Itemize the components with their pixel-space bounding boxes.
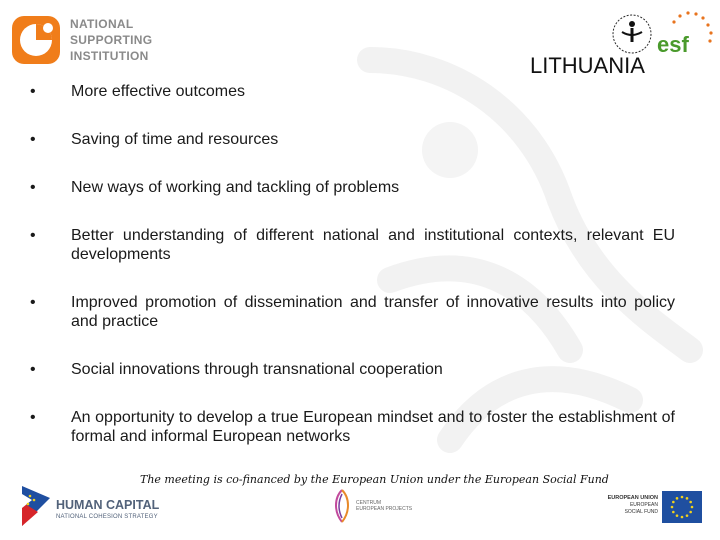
list-item-text: Improved promotion of dissemination and transfer of innovative results into policy and practice — [71, 294, 675, 330]
nsi-logo-text — [70, 16, 152, 64]
esf-text: esf — [657, 32, 689, 57]
list-item — [30, 178, 675, 197]
list-item-text: Saving of time and resources — [71, 131, 279, 148]
nsi-logo — [10, 14, 170, 66]
cep-line-1: CENTRUM — [356, 500, 381, 506]
eu-star-icon — [681, 496, 684, 499]
country-label: LITHUANIA — [530, 53, 645, 78]
eu-line-3: SOCIAL FUND — [624, 509, 658, 515]
list-item-text: New ways of working and tackling of problems — [71, 179, 400, 196]
nsi-line-3: INSTITUTION — [70, 49, 149, 63]
human-capital-flag-icon — [18, 484, 52, 528]
bullet-icon: • — [30, 83, 36, 100]
eu-logo-text — [594, 495, 658, 516]
eu-star-icon — [671, 506, 674, 509]
bullet-icon: • — [30, 361, 36, 378]
eu-esf-logo — [594, 491, 706, 527]
list-item — [30, 226, 675, 264]
eu-star-icon — [691, 506, 694, 509]
eu-star-icon — [689, 501, 692, 504]
bullet-icon: • — [30, 179, 36, 196]
list-item — [30, 82, 675, 101]
list-item — [30, 130, 675, 149]
bullet-icon: • — [30, 294, 36, 311]
cep-logo-text — [356, 500, 412, 512]
human-capital-title: HUMAN CAPITAL — [56, 498, 160, 512]
eu-line-1: EUROPEAN UNION — [607, 495, 658, 501]
cep-line-2: EUROPEAN PROJECTS — [356, 506, 413, 512]
eu-star-icon — [686, 514, 689, 517]
eu-line-2: EUROPEAN — [629, 502, 658, 508]
list-item-text: More effective outcomes — [71, 83, 246, 100]
bullet-icon: • — [30, 409, 36, 426]
eu-star-icon — [681, 516, 684, 519]
eu-star-icon — [672, 501, 675, 504]
cep-logo — [330, 488, 430, 528]
esf-logo-icon — [610, 8, 716, 58]
nsi-line-1: NATIONAL — [70, 17, 134, 31]
bullet-icon: • — [30, 227, 36, 244]
eu-star-icon — [689, 511, 692, 514]
list-item-text: Better understanding of different national and institutional contexts, relevant EU developments — [71, 227, 675, 263]
human-capital-subtitle: NATIONAL COHESION STRATEGY — [56, 514, 158, 520]
list-item — [30, 360, 675, 379]
human-capital-logo — [18, 484, 168, 530]
nsi-line-2: SUPPORTING — [70, 33, 153, 47]
cep-logo-mark-icon — [330, 488, 354, 524]
eu-star-icon — [676, 497, 679, 500]
eu-star-icon — [672, 511, 675, 514]
list-item — [30, 293, 675, 331]
list-item-text: Social innovations through transnational cooperation — [71, 361, 443, 378]
eu-star-icon — [676, 514, 679, 517]
bullet-icon: • — [30, 131, 36, 148]
eu-flag-icon — [662, 491, 702, 523]
funding-note: The meeting is co-financed by the European Union under the European Social Fund — [140, 473, 609, 486]
nsi-logo-mark-icon — [10, 14, 62, 66]
eu-star-icon — [686, 497, 689, 500]
list-item-text: An opportunity to develop a true European mindset and to foster the establishment of formal and informal European networks — [71, 409, 675, 445]
list-item — [30, 408, 675, 446]
